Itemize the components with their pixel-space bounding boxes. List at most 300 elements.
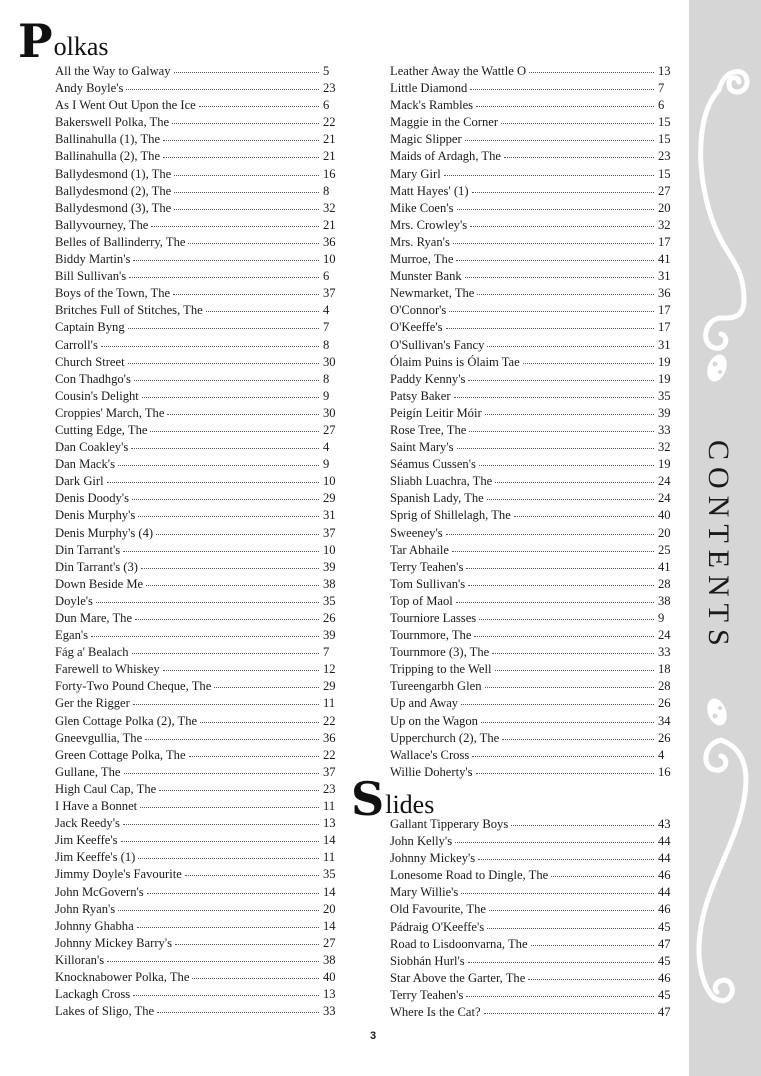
toc-entry-title: Gullane, The xyxy=(55,764,121,779)
toc-entry[interactable] xyxy=(390,661,680,678)
dot-leader xyxy=(457,438,655,449)
toc-entry-page: 44 xyxy=(658,851,671,866)
toc-entry-page: 14 xyxy=(323,833,336,848)
toc-entry[interactable] xyxy=(55,131,345,148)
dot-leader xyxy=(133,985,319,996)
toc-entry-title: Tournmore (3), The xyxy=(390,645,490,660)
toc-entry[interactable] xyxy=(55,542,345,559)
toc-entry[interactable] xyxy=(55,713,345,730)
slides-heading xyxy=(351,772,435,826)
dot-leader xyxy=(118,455,319,466)
toc-entry-title: High Caul Cap, The xyxy=(55,781,157,796)
toc-entry[interactable] xyxy=(390,456,680,473)
toc-entry-page: 35 xyxy=(323,593,336,608)
toc-entry-page: 34 xyxy=(658,713,671,728)
toc-entry[interactable] xyxy=(55,764,345,781)
dot-leader xyxy=(142,387,319,398)
toc-entry-title: Mrs. Crowley's xyxy=(390,217,468,232)
toc-entry[interactable] xyxy=(55,268,345,285)
toc-entry-page: 16 xyxy=(323,166,336,181)
toc-entry[interactable] xyxy=(390,542,680,559)
toc-entry-title: Pádraig O'Keeffe's xyxy=(390,919,485,934)
toc-entry-title: Leather Away the Wattle O xyxy=(390,64,527,78)
toc-entry[interactable] xyxy=(390,627,680,644)
toc-entry-page: 46 xyxy=(658,902,671,917)
dot-leader xyxy=(454,387,654,398)
dot-leader xyxy=(495,472,654,483)
toc-entry[interactable] xyxy=(390,610,680,627)
toc-entry-page: 4 xyxy=(323,440,330,455)
toc-entry[interactable] xyxy=(55,337,345,354)
toc-entry-page: 29 xyxy=(323,679,336,694)
toc-entry[interactable] xyxy=(390,713,680,730)
toc-entry-page: 7 xyxy=(323,320,330,335)
toc-entry[interactable] xyxy=(55,695,345,712)
toc-entry[interactable] xyxy=(390,234,680,251)
toc-entry-page: 13 xyxy=(658,64,671,78)
toc-entry-title: Denis Murphy's (4) xyxy=(55,525,154,540)
toc-entry[interactable] xyxy=(55,388,345,405)
toc-entry-page: 38 xyxy=(323,576,336,591)
dot-leader xyxy=(468,370,654,381)
toc-entry-title: Glen Cottage Polka (2), The xyxy=(55,713,198,728)
toc-entry-page: 29 xyxy=(323,491,336,506)
toc-entry-page: 38 xyxy=(323,952,336,967)
toc-entry[interactable] xyxy=(390,884,680,901)
toc-entry-page: 31 xyxy=(323,508,336,523)
toc-entry-title: Mack's Rambles xyxy=(390,98,474,113)
toc-entry-page: 46 xyxy=(658,970,671,985)
dot-leader xyxy=(551,866,654,877)
toc-entry[interactable] xyxy=(390,251,680,268)
dot-leader xyxy=(502,729,654,740)
polkas-dropcap: P xyxy=(18,14,53,68)
toc-entry[interactable] xyxy=(390,131,680,148)
toc-entry[interactable] xyxy=(55,747,345,764)
toc-entry-page: 10 xyxy=(323,474,336,489)
toc-entry[interactable] xyxy=(55,114,345,131)
toc-entry[interactable] xyxy=(55,354,345,371)
toc-entry-page: 22 xyxy=(323,747,336,762)
toc-entry[interactable] xyxy=(390,953,680,970)
toc-entry-page: 8 xyxy=(323,183,330,198)
dot-leader xyxy=(138,506,319,517)
toc-entry-title: Up on the Wagon xyxy=(390,713,478,728)
polkas-heading-text: olkas xyxy=(53,32,109,61)
toc-entry-page: 15 xyxy=(658,132,671,147)
toc-entry[interactable] xyxy=(55,849,345,866)
toc-entry[interactable] xyxy=(390,867,680,884)
toc-entry-page: 6 xyxy=(323,98,330,113)
toc-entry[interactable] xyxy=(55,610,345,627)
dot-leader xyxy=(163,660,319,671)
toc-entry-page: 5 xyxy=(323,64,330,78)
toc-entry-page: 13 xyxy=(323,987,336,1002)
toc-entry[interactable] xyxy=(55,627,345,644)
toc-entry[interactable] xyxy=(55,319,345,336)
dot-leader xyxy=(141,558,319,569)
toc-entry-title: Ballydesmond (2), The xyxy=(55,183,172,198)
toc-entry-title: Saint Mary's xyxy=(390,440,454,455)
toc-entry-page: 26 xyxy=(658,696,671,711)
toc-entry-page: 23 xyxy=(323,781,336,796)
dot-leader xyxy=(465,130,654,141)
toc-entry-title: Where Is the Cat? xyxy=(390,1005,481,1020)
toc-entry-title: Con Thadhgo's xyxy=(55,371,131,386)
toc-entry-title: Mary Girl xyxy=(390,166,441,181)
toc-entry-page: 36 xyxy=(323,730,336,745)
toc-entry-page: 32 xyxy=(323,200,336,215)
toc-entry[interactable] xyxy=(390,63,680,80)
toc-entry-title: Farewell to Whiskey xyxy=(55,662,160,677)
toc-entry-page: 14 xyxy=(323,918,336,933)
dot-leader xyxy=(132,643,319,654)
dot-leader xyxy=(123,541,319,552)
toc-entry[interactable] xyxy=(55,302,345,319)
toc-entry-title: Road to Lisdoonvarna, The xyxy=(390,936,528,951)
toc-entry[interactable] xyxy=(390,405,680,422)
toc-entry[interactable] xyxy=(390,559,680,576)
toc-entry[interactable] xyxy=(55,473,345,490)
toc-entry-page: 19 xyxy=(658,457,671,472)
dot-leader xyxy=(523,353,654,364)
toc-entry[interactable] xyxy=(390,576,680,593)
dot-leader xyxy=(200,712,319,723)
toc-entry[interactable] xyxy=(55,285,345,302)
toc-entry-page: 44 xyxy=(658,834,671,849)
toc-entry-page: 11 xyxy=(323,799,336,814)
toc-entry-title: All the Way to Galway xyxy=(55,64,171,78)
dot-leader xyxy=(474,626,654,637)
toc-entry[interactable] xyxy=(55,730,345,747)
dot-leader xyxy=(449,301,654,312)
toc-entry-title: Captain Byng xyxy=(55,320,125,335)
toc-entry-page: 35 xyxy=(658,388,671,403)
toc-entry-page: 7 xyxy=(658,81,665,96)
toc-entry-title: Matt Hayes' (1) xyxy=(390,183,469,198)
toc-entry[interactable] xyxy=(390,901,680,918)
toc-entry[interactable] xyxy=(55,490,345,507)
toc-entry[interactable] xyxy=(55,525,345,542)
dot-leader xyxy=(487,918,654,929)
toc-entry[interactable] xyxy=(55,884,345,901)
toc-entry[interactable] xyxy=(390,183,680,200)
toc-entry[interactable] xyxy=(55,251,345,268)
dot-leader xyxy=(134,370,319,381)
toc-entry-page: 45 xyxy=(658,919,671,934)
toc-entry[interactable] xyxy=(55,507,345,524)
toc-entry[interactable] xyxy=(55,986,345,1003)
dot-leader xyxy=(456,250,654,261)
toc-entry-page: 15 xyxy=(658,166,671,181)
toc-entry[interactable] xyxy=(55,63,345,80)
toc-entry-page: 33 xyxy=(658,645,671,660)
toc-entry-page: 20 xyxy=(323,901,336,916)
toc-entry-title: Magic Slipper xyxy=(390,132,462,147)
dot-leader xyxy=(174,62,319,73)
toc-entry-title: Wallace's Cross xyxy=(390,747,470,762)
toc-entry-title: John Kelly's xyxy=(390,834,453,849)
toc-entry-title: Maggie in the Corner xyxy=(390,115,499,130)
toc-entry[interactable] xyxy=(55,422,345,439)
toc-entry[interactable] xyxy=(390,166,680,183)
toc-entry-page: 20 xyxy=(658,525,671,540)
dot-leader xyxy=(126,79,319,90)
toc-entry[interactable] xyxy=(55,148,345,165)
toc-entry-page: 44 xyxy=(658,885,671,900)
dot-leader xyxy=(135,609,319,620)
toc-entry[interactable] xyxy=(55,832,345,849)
dot-leader xyxy=(446,524,654,535)
toc-entry[interactable] xyxy=(55,593,345,610)
toc-entry-title: Tourniore Lasses xyxy=(390,611,477,625)
toc-entry-page: 6 xyxy=(658,98,665,113)
toc-entry-page: 16 xyxy=(658,764,671,779)
toc-entry[interactable] xyxy=(390,970,680,987)
toc-entry[interactable] xyxy=(390,678,680,695)
dot-leader xyxy=(91,626,319,637)
toc-entry-page: 27 xyxy=(323,422,336,437)
toc-entry-page: 37 xyxy=(323,525,336,540)
toc-entry[interactable] xyxy=(390,371,680,388)
toc-entry-title: Dark Girl xyxy=(55,474,104,489)
toc-entry-title: Terry Teahen's xyxy=(390,987,464,1002)
toc-entry-title: Up and Away xyxy=(390,696,459,711)
toc-entry-page: 36 xyxy=(323,234,336,249)
toc-entry[interactable] xyxy=(55,166,345,183)
toc-entry-page: 22 xyxy=(323,115,336,130)
toc-entry[interactable] xyxy=(390,439,680,456)
toc-entry[interactable] xyxy=(390,422,680,439)
dot-leader xyxy=(504,147,654,158)
toc-entry[interactable] xyxy=(390,148,680,165)
dot-leader xyxy=(466,986,654,997)
toc-entry-page: 40 xyxy=(323,969,336,984)
dot-leader xyxy=(476,96,654,107)
toc-entry-title: Johnny Ghabha xyxy=(55,918,134,933)
toc-entry[interactable] xyxy=(55,559,345,576)
toc-entry[interactable] xyxy=(390,1004,680,1021)
toc-entry[interactable] xyxy=(390,114,680,131)
toc-entry[interactable] xyxy=(55,678,345,695)
toc-entry-title: Bakerswell Polka, The xyxy=(55,115,170,130)
toc-entry[interactable] xyxy=(390,337,680,354)
toc-entry-page: 7 xyxy=(323,645,330,660)
toc-entry[interactable] xyxy=(55,456,345,473)
dot-leader xyxy=(131,438,319,449)
dot-leader xyxy=(163,130,319,141)
toc-entry[interactable] xyxy=(390,80,680,97)
dot-leader xyxy=(472,746,654,757)
toc-entry[interactable] xyxy=(390,987,680,1004)
toc-entry-page: 33 xyxy=(323,1004,336,1019)
toc-entry-page: 9 xyxy=(658,611,665,625)
toc-entry[interactable] xyxy=(390,525,680,542)
toc-entry-page: 24 xyxy=(658,474,671,489)
toc-entry-page: 39 xyxy=(323,559,336,574)
dot-leader xyxy=(206,301,319,312)
dot-leader xyxy=(468,575,654,586)
toc-entry-title: Gallant Tipperary Boys xyxy=(390,817,509,831)
toc-entry-title: Paddy Kenny's xyxy=(390,371,466,386)
toc-entry-title: Denis Murphy's xyxy=(55,508,136,523)
toc-entry-page: 28 xyxy=(658,576,671,591)
toc-entry[interactable] xyxy=(390,285,680,302)
toc-entry-page: 14 xyxy=(323,884,336,899)
toc-entry-page: 27 xyxy=(323,935,336,950)
page-number: 3 xyxy=(370,1030,377,1042)
dot-leader xyxy=(495,660,655,671)
toc-entry[interactable] xyxy=(390,919,680,936)
toc-entry[interactable] xyxy=(390,200,680,217)
toc-entry-page: 36 xyxy=(658,286,671,301)
toc-entry-title: Dan Coakley's xyxy=(55,440,129,455)
toc-entry-title: Patsy Baker xyxy=(390,388,451,403)
toc-entry[interactable] xyxy=(390,388,680,405)
toc-entry-title: Lakes of Sligo, The xyxy=(55,1004,155,1019)
toc-entry-title: Newmarket, The xyxy=(390,286,475,301)
slides-dropcap: S xyxy=(351,772,385,826)
dot-leader xyxy=(501,113,654,124)
dot-leader xyxy=(174,199,319,210)
toc-entry-title: Sliabh Luachra, The xyxy=(390,474,493,489)
toc-entry-page: 47 xyxy=(658,1005,671,1020)
toc-entry[interactable] xyxy=(390,730,680,747)
dot-leader xyxy=(175,934,319,945)
dot-leader xyxy=(485,404,654,415)
toc-entry-title: Willie Doherty's xyxy=(390,764,473,779)
dot-leader xyxy=(189,746,319,757)
toc-entry-page: 19 xyxy=(658,371,671,386)
dot-leader xyxy=(511,815,654,826)
toc-entry[interactable] xyxy=(55,952,345,969)
toc-entry-page: 32 xyxy=(658,217,671,232)
toc-entry[interactable] xyxy=(390,354,680,371)
toc-entry-page: 8 xyxy=(323,337,330,352)
toc-entry-title: Mary Willie's xyxy=(390,885,459,900)
toc-entry-page: 26 xyxy=(658,730,671,745)
toc-entry-title: John McGovern's xyxy=(55,884,144,899)
toc-entry[interactable] xyxy=(55,439,345,456)
toc-entry[interactable] xyxy=(390,850,680,867)
toc-entry-page: 45 xyxy=(658,987,671,1002)
toc-entry[interactable] xyxy=(55,97,345,114)
slides-list xyxy=(390,816,680,1021)
toc-entry[interactable] xyxy=(55,918,345,935)
toc-entry[interactable] xyxy=(390,747,680,764)
dot-leader xyxy=(468,952,654,963)
toc-entry[interactable] xyxy=(55,371,345,388)
dot-leader xyxy=(121,831,319,842)
toc-entry-title: Ballydesmond (1), The xyxy=(55,166,172,181)
toc-entry[interactable] xyxy=(390,816,680,833)
toc-entry[interactable] xyxy=(390,695,680,712)
toc-entry[interactable] xyxy=(390,319,680,336)
toc-entry[interactable] xyxy=(390,302,680,319)
toc-entry-title: Tar Abhaile xyxy=(390,542,449,557)
toc-entry[interactable] xyxy=(390,644,680,661)
toc-entry[interactable] xyxy=(55,866,345,883)
dot-leader xyxy=(107,951,319,962)
slides-heading-text: lides xyxy=(385,790,435,819)
toc-entry-title: Ballydesmond (3), The xyxy=(55,200,172,215)
dot-leader xyxy=(452,541,654,552)
toc-entry-title: Murroe, The xyxy=(390,252,454,267)
dot-leader xyxy=(477,284,654,295)
toc-entry[interactable] xyxy=(390,473,680,490)
toc-entry-title: Séamus Cussen's xyxy=(390,457,476,472)
dot-leader xyxy=(138,848,319,859)
dot-leader xyxy=(529,62,654,73)
toc-entry[interactable] xyxy=(55,901,345,918)
toc-entry[interactable] xyxy=(390,490,680,507)
toc-entry-page: 31 xyxy=(658,337,671,352)
toc-entry[interactable] xyxy=(55,234,345,251)
dot-leader xyxy=(455,832,654,843)
toc-entry[interactable] xyxy=(55,183,345,200)
toc-entry-title: Bill Sullivan's xyxy=(55,269,127,284)
toc-entry-title: I Have a Bonnet xyxy=(55,799,138,814)
toc-entry-page: 31 xyxy=(658,269,671,284)
dot-leader xyxy=(214,677,319,688)
dot-leader xyxy=(151,216,319,227)
dot-leader xyxy=(107,472,319,483)
toc-entry[interactable] xyxy=(390,507,680,524)
dot-leader xyxy=(174,165,319,176)
toc-entry[interactable] xyxy=(55,815,345,832)
toc-entry[interactable] xyxy=(390,268,680,285)
polkas-list-left xyxy=(55,63,345,1020)
dot-leader xyxy=(147,883,319,894)
toc-entry[interactable] xyxy=(390,593,680,610)
dot-leader xyxy=(128,318,319,329)
toc-entry[interactable] xyxy=(390,936,680,953)
toc-entry[interactable] xyxy=(390,833,680,850)
toc-entry-title: Upperchurch (2), The xyxy=(390,730,500,745)
toc-entry[interactable] xyxy=(55,1003,345,1020)
toc-entry[interactable] xyxy=(55,217,345,234)
dot-leader xyxy=(457,199,655,210)
toc-entry[interactable] xyxy=(55,200,345,217)
dot-leader xyxy=(485,677,654,688)
toc-entry[interactable] xyxy=(55,405,345,422)
toc-entry[interactable] xyxy=(55,576,345,593)
toc-entry[interactable] xyxy=(390,97,680,114)
toc-entry-page: 23 xyxy=(658,149,671,164)
toc-entry[interactable] xyxy=(55,661,345,678)
toc-entry-page: 21 xyxy=(323,132,336,147)
dot-leader xyxy=(514,506,654,517)
dot-leader xyxy=(137,917,319,928)
toc-entry-title: Terry Teahen's xyxy=(390,559,464,574)
toc-entry[interactable] xyxy=(55,644,345,661)
toc-entry-title: Little Diamond xyxy=(390,81,468,96)
toc-entry-page: 35 xyxy=(323,867,336,882)
toc-entry-title: Dun Mare, The xyxy=(55,611,133,625)
toc-entry[interactable] xyxy=(55,969,345,986)
dot-leader xyxy=(173,284,319,295)
toc-entry[interactable] xyxy=(55,80,345,97)
toc-entry-title: Killoran's xyxy=(55,952,105,967)
toc-entry[interactable] xyxy=(55,798,345,815)
toc-entry-title: Forty-Two Pound Cheque, The xyxy=(55,679,212,694)
toc-entry-page: 22 xyxy=(323,713,336,728)
toc-entry-title: Ballinahulla (1), The xyxy=(55,132,161,147)
toc-entry-page: 17 xyxy=(658,320,671,335)
toc-entry[interactable] xyxy=(390,217,680,234)
toc-entry[interactable] xyxy=(55,935,345,952)
toc-entry[interactable] xyxy=(55,781,345,798)
